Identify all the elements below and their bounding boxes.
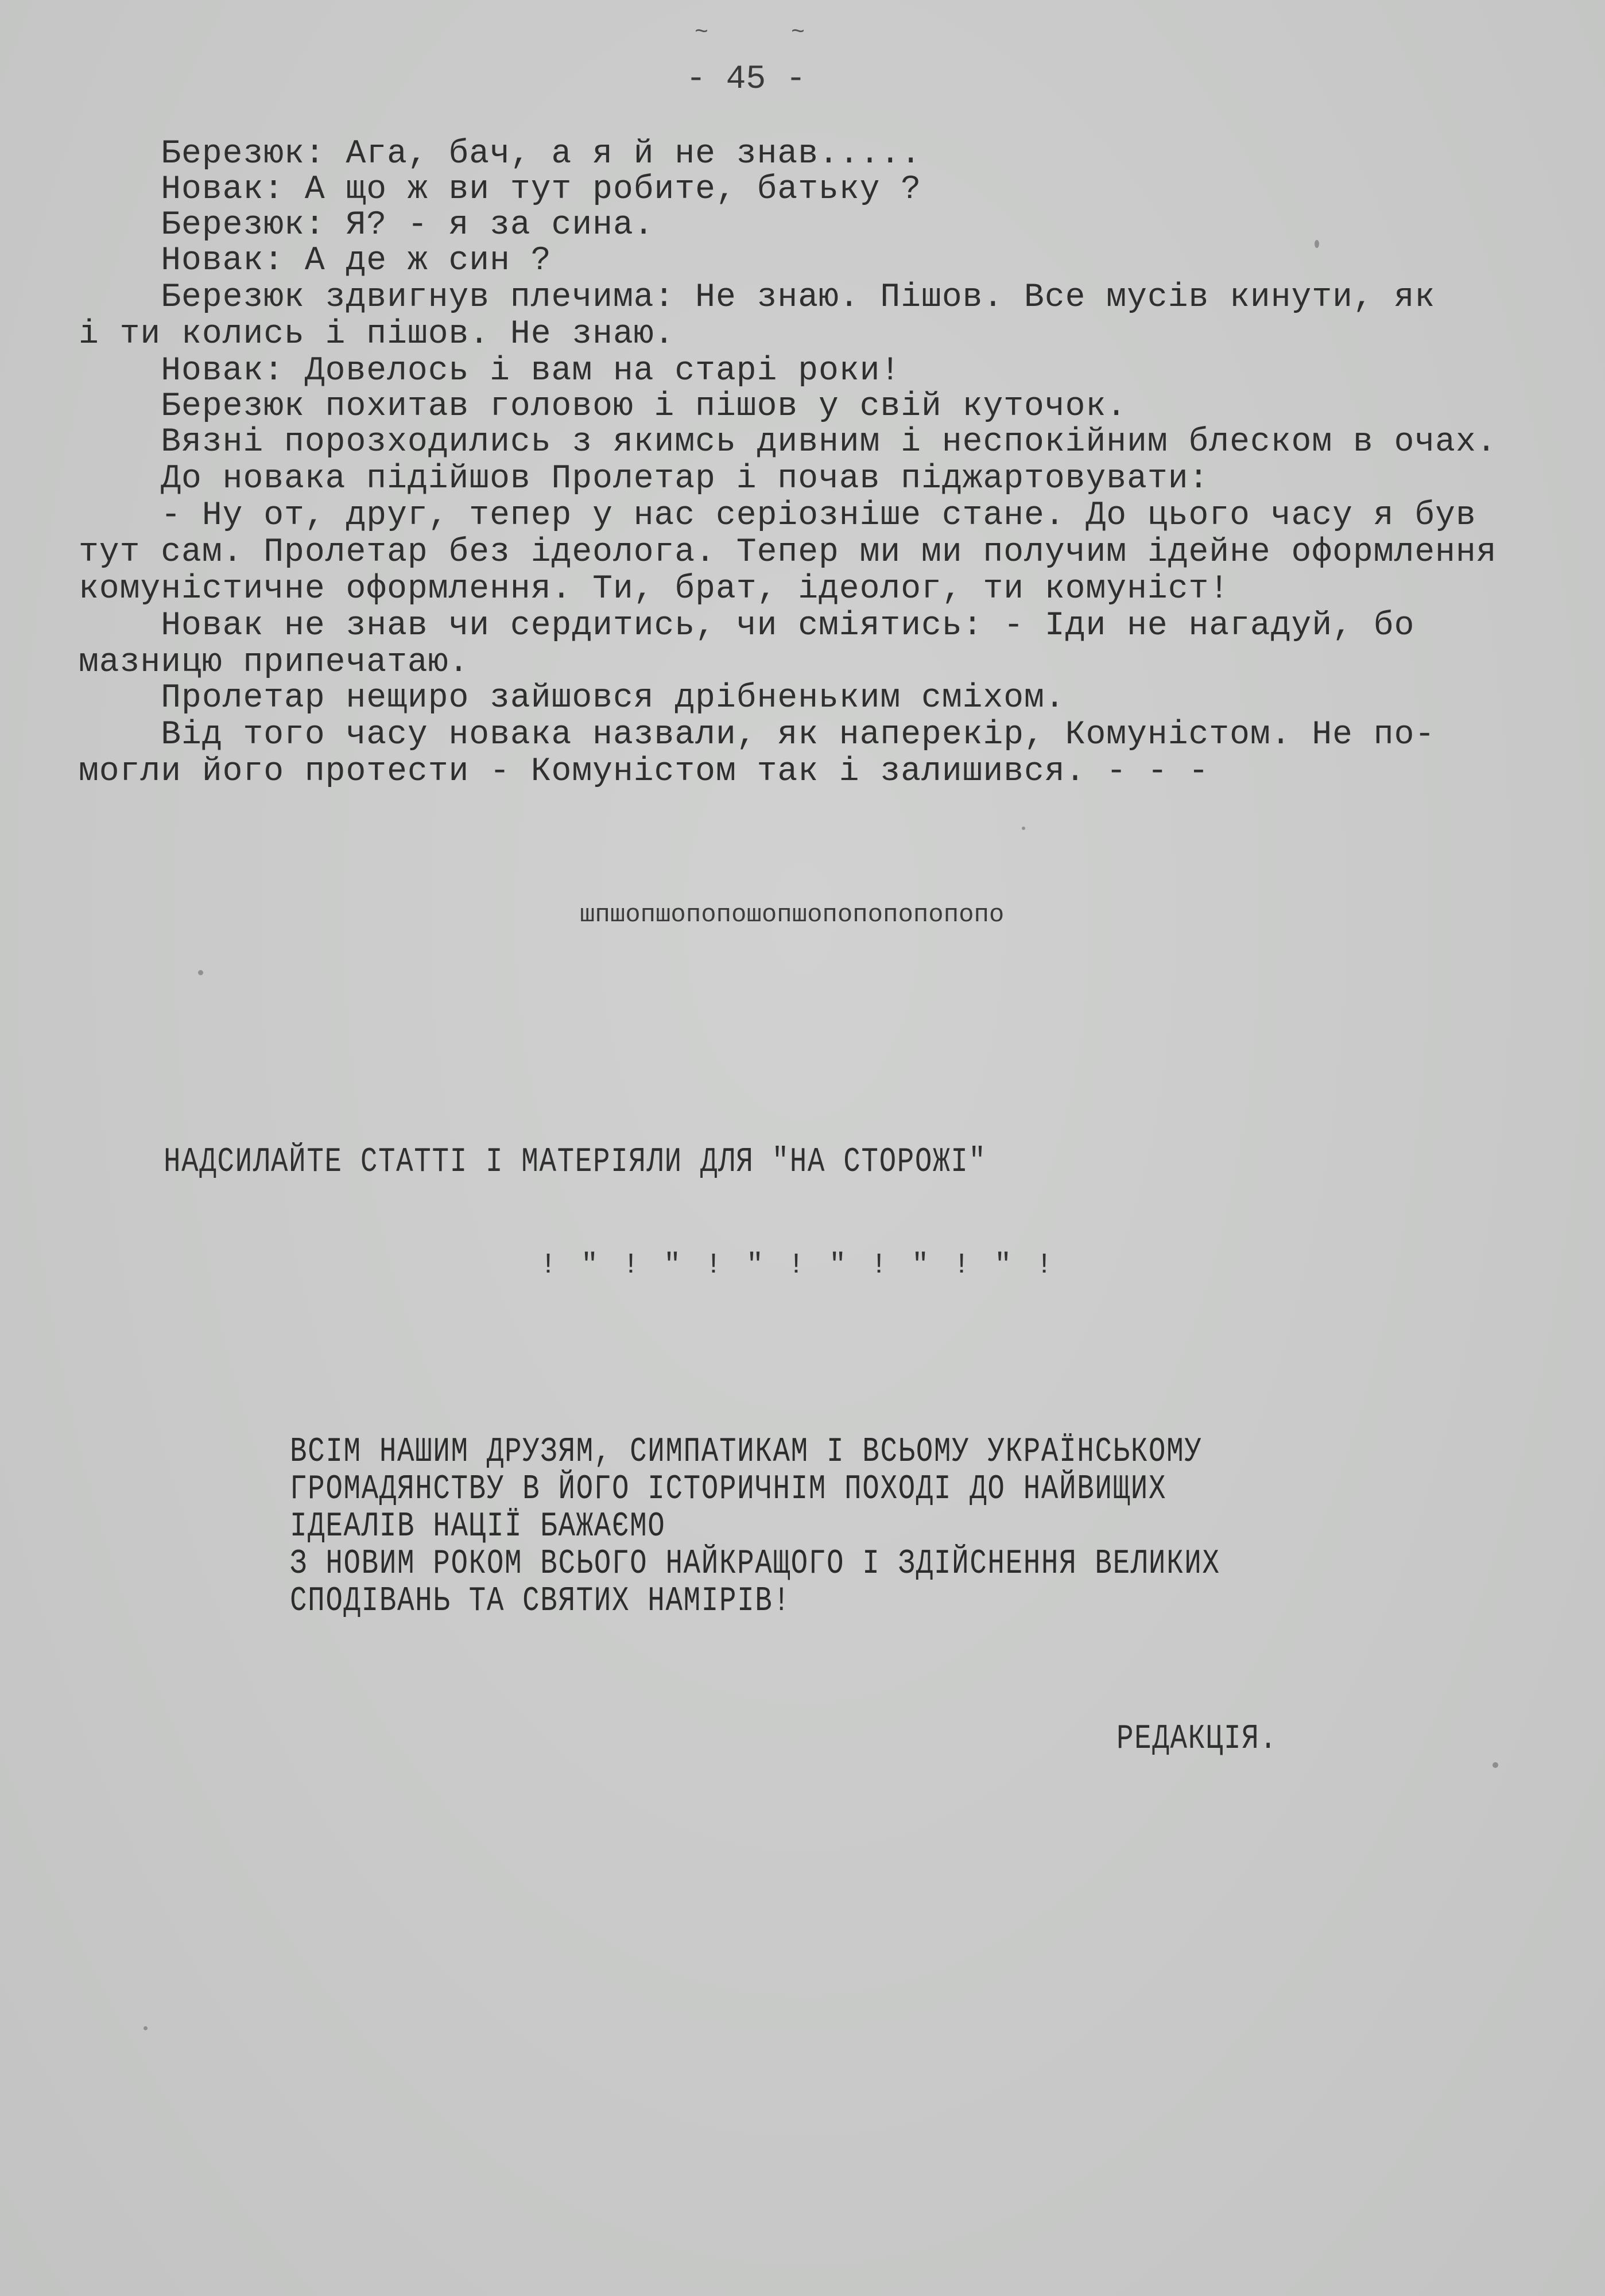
editorial-signature: РЕДАКЦІЯ.: [1116, 1720, 1278, 1759]
paper-speck: [1492, 1762, 1498, 1768]
greeting-line: З НОВИМ РОКОМ ВСЬОГО НАЙКРАЩОГО І ЗДІЙСНЕННЯ ВЕЛИКИХ: [290, 1545, 1220, 1584]
body-line: Від того часу новака назвали, як наперекір, Комуністом. Не по-: [79, 716, 1436, 754]
body-line: і ти колись і пішов. Не знаю.: [79, 316, 675, 353]
body-line: Пролетар нещиро зайшовся дрібненьким сміхом.: [79, 680, 1065, 717]
page-number: - 45 -: [686, 61, 806, 98]
paper-speck: [1315, 240, 1319, 248]
body-line: Березюк здвигнув плечима: Не знаю. Пішов. Все мусів кинути, як: [79, 279, 1436, 316]
body-line: До новака підійшов Пролетар і почав піджартовувати:: [79, 460, 1209, 498]
paper-speck: [144, 2026, 148, 2030]
body-line: могли його протести - Комуністом так і залишився. - - -: [79, 753, 1209, 790]
paper-speck: [1022, 827, 1025, 830]
greeting-line: ВСІМ НАШИМ ДРУЗЯМ, СИМПАТИКАМ І ВСЬОМУ УКРАЇНСЬКОМУ: [290, 1433, 1203, 1472]
greeting-line: ГРОМАДЯНСТВУ В ЙОГО ІСТОРИЧНІМ ПОХОДІ ДО НАЙВИЩИХ: [290, 1470, 1167, 1509]
body-line: комуністичне оформлення. Ти, брат, ідеолог, ти комуніст!: [79, 571, 1230, 608]
body-line: мазницю припечатаю.: [79, 644, 470, 681]
paper-speck: [198, 970, 203, 975]
body-line: Вязні порозходились з якимсь дивним і неспокійним блеском в очах.: [79, 424, 1497, 461]
separator-line: шпшопшопопошопшопопопопопопо: [580, 901, 1005, 929]
announcement-heading: НАДСИЛАЙТЕ СТАТТІ І МАТЕРІЯЛИ ДЛЯ "НА СТОРОЖІ": [164, 1143, 987, 1182]
body-line: Новак: Довелось і вам на старі роки!: [79, 352, 901, 390]
body-line: Новак не знав чи сердитись, чи сміятись: - Іди не нагадуй, бо: [79, 607, 1415, 645]
greeting-line: ІДЕАЛІВ НАЦІЇ БАЖАЄМО: [290, 1507, 666, 1546]
body-line: Березюк похитав головою і пішов у свій куточок.: [79, 388, 1127, 425]
body-line: - Ну от, друг, тепер у нас серіозніше стане. До цього часу я був: [79, 497, 1476, 534]
header-tildes: ~ ~: [695, 20, 840, 46]
exclamation-row: ! " ! " ! " ! " ! " ! " !: [540, 1249, 1057, 1282]
body-line: Березюк: Ага, бач, а я й не знав.....: [79, 135, 922, 173]
body-line: Березюк: Я? - я за сина.: [79, 207, 654, 244]
body-line: тут сам. Пролетар без ідеолога. Тепер ми ми получим ідейне оформлення: [79, 534, 1497, 571]
body-line: Новак: А де ж син ?: [79, 242, 552, 280]
greeting-line: СПОДІВАНЬ ТА СВЯТИХ НАМІРІВ!: [290, 1582, 791, 1621]
body-line: Новак: А що ж ви тут робите, батьку ?: [79, 171, 922, 208]
